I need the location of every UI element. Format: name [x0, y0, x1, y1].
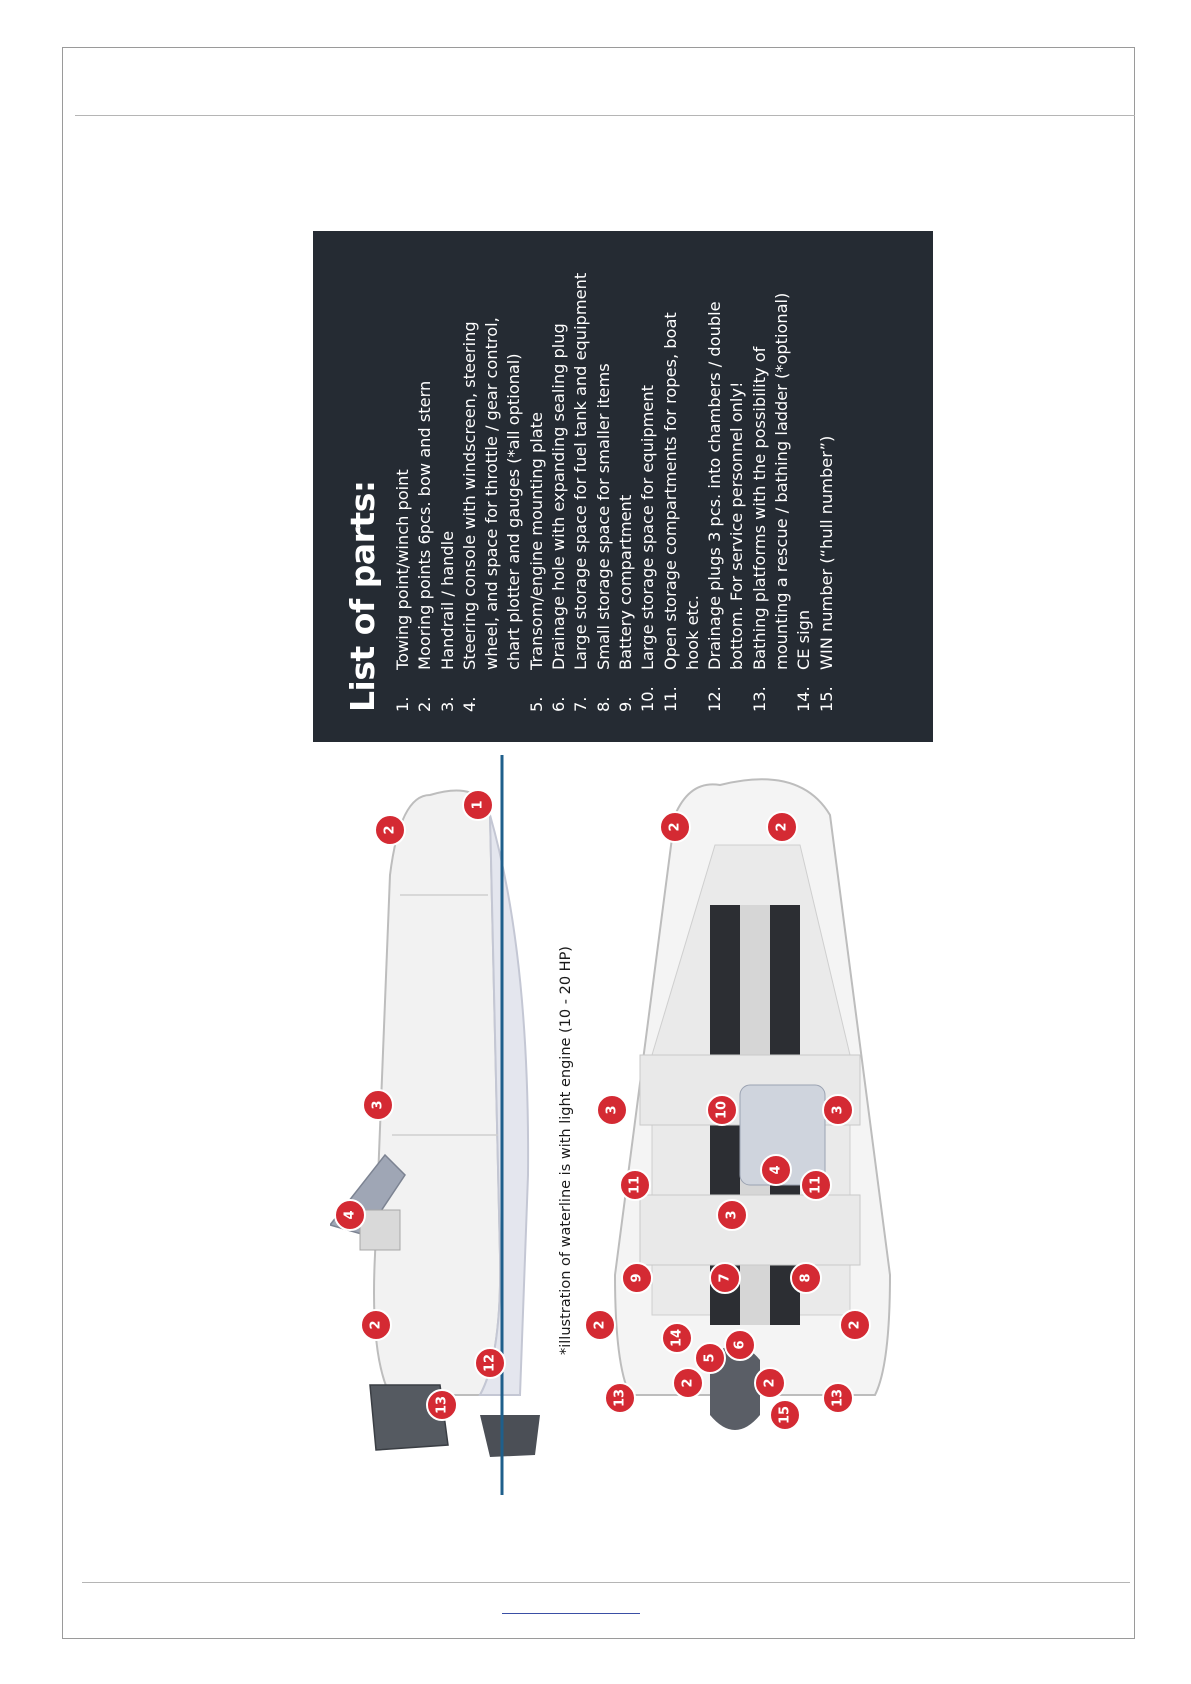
part-text: Large storage space for equipment	[638, 385, 658, 670]
part-item	[437, 271, 459, 712]
part-number: 6.	[549, 696, 569, 712]
svg-text:11: 11	[808, 1175, 824, 1195]
svg-text:13: 13	[612, 1388, 628, 1408]
svg-text:2: 2	[680, 1378, 696, 1388]
callout-badge	[791, 1263, 821, 1293]
svg-text:13: 13	[830, 1388, 846, 1408]
callout-badge	[375, 815, 405, 845]
svg-text:14: 14	[669, 1328, 685, 1348]
callout-badge	[755, 1368, 785, 1398]
boat-drawings	[330, 755, 950, 1495]
footer-link[interactable]	[502, 1597, 640, 1614]
callout-badge	[660, 812, 690, 842]
callout-badge	[801, 1170, 831, 1200]
callout-badge	[717, 1200, 747, 1230]
part-number: 3.	[437, 696, 457, 712]
part-text: WIN number (“hull number”)	[816, 435, 836, 670]
svg-text:15: 15	[777, 1405, 793, 1425]
svg-text:2: 2	[592, 1320, 608, 1330]
part-item	[793, 271, 815, 712]
callout-badge	[463, 790, 493, 820]
part-item	[570, 271, 592, 712]
svg-text:4: 4	[342, 1210, 358, 1220]
part-number: 14.	[794, 686, 814, 712]
parts-panel	[313, 231, 933, 742]
svg-text:2: 2	[762, 1378, 778, 1388]
svg-text:1: 1	[470, 800, 486, 810]
svg-text:8: 8	[798, 1273, 814, 1283]
part-text: Drainage plugs 3 pcs. into chambers / double bottom. For service personnel only!	[705, 301, 747, 670]
svg-text:10: 10	[714, 1100, 730, 1120]
side-view	[330, 755, 540, 1495]
part-number: 2.	[415, 696, 435, 712]
part-text: Small storage space for smaller items	[593, 363, 613, 670]
footer-rule	[82, 1582, 1130, 1583]
callout-badge	[361, 1310, 391, 1340]
part-item	[526, 271, 548, 712]
part-item	[615, 271, 637, 712]
callout-badge	[427, 1390, 457, 1420]
svg-text:9: 9	[629, 1273, 645, 1283]
svg-text:6: 6	[732, 1340, 748, 1350]
svg-text:2: 2	[847, 1320, 863, 1330]
boat-illustration	[330, 755, 950, 1495]
part-text: Bathing platforms with the possibility of mounting a rescue / bathing ladder (*optional)	[749, 292, 792, 670]
waterline-caption: *illustration of waterline is with light engine (10 - 20 HP)	[558, 946, 574, 1355]
callout-badge	[823, 1095, 853, 1125]
part-text: Transom/engine mounting plate	[526, 412, 546, 670]
svg-text:2: 2	[368, 1320, 384, 1330]
part-number: 1.	[393, 696, 412, 712]
callout-badge	[620, 1170, 650, 1200]
svg-text:7: 7	[717, 1273, 733, 1283]
callout-badge	[622, 1263, 652, 1293]
parts-list	[392, 271, 838, 712]
parts-title: List of parts:	[343, 480, 382, 712]
part-item	[816, 271, 838, 712]
svg-text:3: 3	[604, 1105, 620, 1115]
callout-badge	[673, 1368, 703, 1398]
callout-badge	[695, 1343, 725, 1373]
svg-text:11: 11	[627, 1175, 643, 1195]
svg-text:3: 3	[724, 1210, 740, 1220]
part-text: Battery compartment	[615, 494, 635, 670]
part-number: 11.	[660, 686, 680, 712]
part-item	[749, 271, 794, 712]
callout-badge	[767, 812, 797, 842]
callout-badge	[710, 1263, 740, 1293]
header-rule	[75, 115, 1135, 116]
part-text: Large storage space for fuel tank and equipment	[571, 272, 591, 670]
part-number: 8.	[593, 696, 613, 712]
part-item	[548, 271, 570, 712]
part-item	[704, 271, 749, 712]
callout-badge	[823, 1383, 853, 1413]
part-text: CE sign	[794, 609, 814, 670]
callout-badge	[475, 1348, 505, 1378]
callout-badge	[707, 1095, 737, 1125]
part-text: Mooring points 6pcs. bow and stern	[415, 380, 435, 670]
callout-badge	[725, 1330, 755, 1360]
callout-badge	[770, 1400, 800, 1430]
part-number: 7.	[571, 696, 591, 712]
callout-badge	[597, 1095, 627, 1125]
part-number: 10.	[638, 686, 658, 712]
callout-badge	[585, 1310, 615, 1340]
part-number: 12.	[705, 686, 725, 712]
part-number: 13.	[749, 686, 769, 712]
svg-text:2: 2	[382, 825, 398, 835]
part-item	[660, 271, 705, 712]
svg-text:13: 13	[434, 1395, 450, 1415]
part-item	[593, 271, 615, 712]
svg-text:4: 4	[768, 1165, 784, 1175]
callout-badge	[840, 1310, 870, 1340]
part-number: 15.	[816, 686, 836, 712]
part-text: Open storage compartments for ropes, boat hook etc.	[660, 312, 702, 670]
svg-text:3: 3	[370, 1100, 386, 1110]
part-number: 4.	[459, 696, 479, 712]
callout-badge	[662, 1323, 692, 1353]
part-text: Steering console with windscreen, steering wheel, and space for throttle / gear control, chart plotter and gauges (*all optional)	[459, 317, 524, 670]
part-text: Handrail / handle	[437, 530, 457, 670]
svg-text:5: 5	[702, 1353, 718, 1363]
callout-badge	[605, 1383, 635, 1413]
callout-badge	[335, 1200, 365, 1230]
svg-text:12: 12	[482, 1353, 498, 1373]
part-item	[414, 271, 436, 712]
svg-text:2: 2	[667, 822, 683, 832]
part-number: 5.	[526, 696, 546, 712]
part-text: Drainage hole with expanding sealing plug	[549, 323, 569, 670]
part-number: 9.	[615, 696, 635, 712]
part-text: Towing point/winch point	[393, 469, 412, 670]
callout-badge	[761, 1155, 791, 1185]
svg-text:2: 2	[774, 822, 790, 832]
part-item	[392, 271, 414, 712]
callout-badge	[363, 1090, 393, 1120]
part-item	[459, 271, 526, 712]
svg-text:3: 3	[830, 1105, 846, 1115]
part-item	[637, 271, 659, 712]
